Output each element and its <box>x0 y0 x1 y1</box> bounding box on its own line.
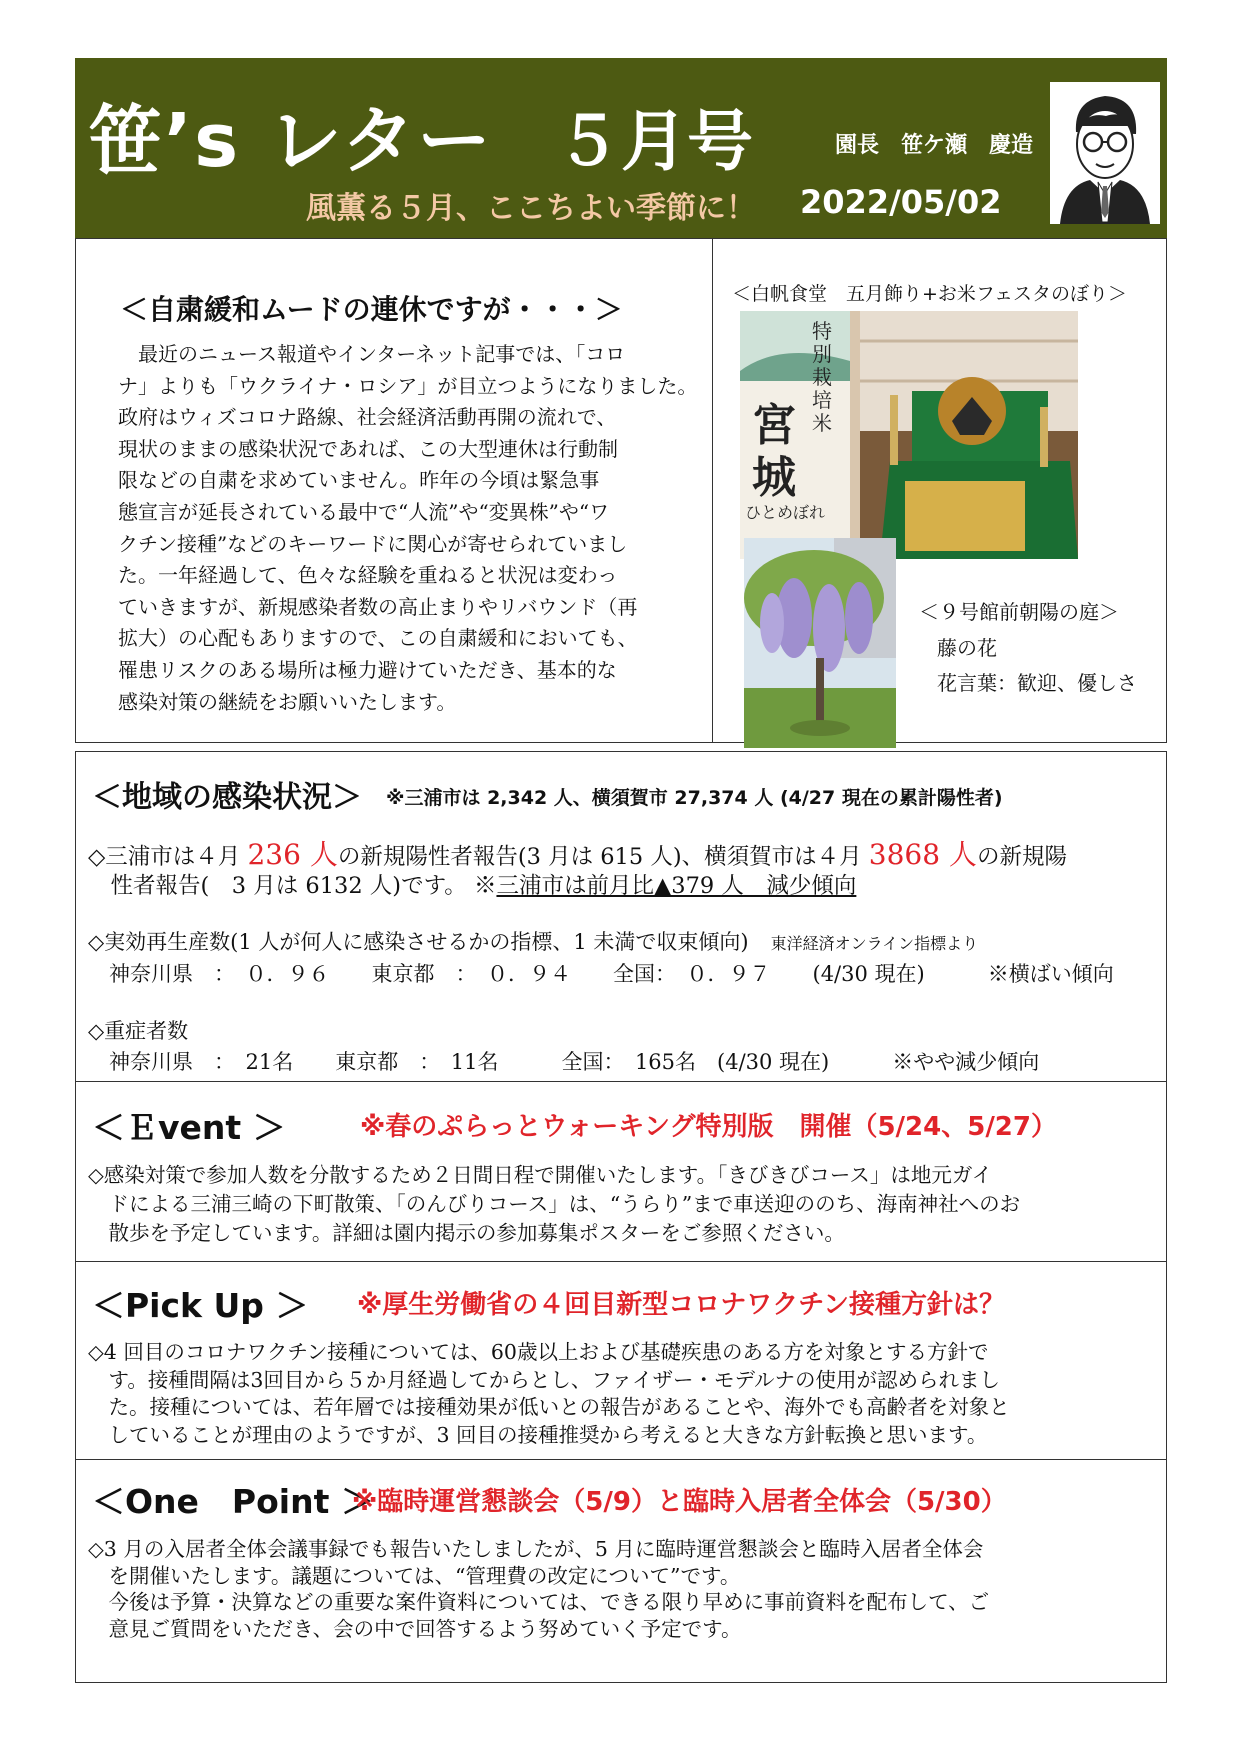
miura-text-b: の新規陽性者報告(3 月は 615 人)、横須賀市は４月 <box>337 844 869 870</box>
severe-values: 神奈川県 ： 21名 東京都 ： 11名 全国： 165名 (4/30 現在) ※やや減少傾向 <box>88 1050 1040 1074</box>
rice-banner-big: 宮城 <box>752 400 796 503</box>
pickup-body: ◇4 回目のコロナワクチン接種については、60歳以上および基礎疾患のある方を対象とする方針で す。接種間隔は3回目から５か月経過してからとし、ファイザー・モデルナの使用が認められまし た。接種については、若年層では接種効果が低いとの報告があることや、海外でも高齢者を対象と していることが理由のようですが、3 回目の接種推奨から考えると大きな方針転換と思います。 <box>88 1340 1010 1447</box>
miura-text-a: ◇三浦市は４月 <box>88 844 248 870</box>
garden-caption: ＜９号館前朝陽の庭＞ <box>919 600 1119 624</box>
director-portrait <box>1050 82 1160 224</box>
pickup-heading: ＜Pick Up ＞ <box>92 1286 309 1325</box>
infection-heading: ＜地域の感染状況＞ <box>92 780 362 815</box>
event-heading: ＜Ｅvent ＞ <box>92 1108 286 1147</box>
rice-banner-sub: ひとめぼれ <box>745 503 826 522</box>
flower-meaning: 花言葉：歓迎、優しさ <box>937 671 1137 695</box>
photo-caption-top: ＜白帆食堂 五月飾り+お米フェスタのぼり＞ <box>732 283 1127 305</box>
director-name: 園長 笹ケ瀬 慶造 <box>835 133 1034 158</box>
event-subtitle: ※春のぷらっとウォーキング特別版 開催（5/24、5/27） <box>360 1112 1057 1142</box>
severe-label: ◇重症者数 <box>88 1019 189 1043</box>
issue-date: 2022/05/02 <box>800 183 1002 221</box>
portrait-caricature-icon <box>1050 82 1160 224</box>
intro-body: 最近のニュース報道やインターネット記事では、「コロ ナ」よりも「ウクライナ・ロシア」が目立つようになりました。 政府はウィズコロナ路線、社会経済活動再開の流れで、 現状のままの感染状況であれば、この大型連休は行動制 限などの自粛を求めていません。昨年の今頃は緊急事 態宣言が延長されている最中で“人流”や“変異株”や“ワ クチン接種”などのキーワードに関心が寄せられていまし た。一年経過して、色々な経験を重ねると状況は変わっ ていきますが、新規感染者数の高止まりやリバウンド（再 拡大）の心配もありますので、この自粛緩和においても、 罹患リスクのある場所は極力避けていただき、基本的な 感染対策の継続をお願いいたします。 <box>118 342 698 714</box>
yokosuka-new-cases: 3868 人 <box>868 838 977 871</box>
rep-values: 神奈川県 ： ０．９６ 東京都 ： ０．９４ 全国： ０．９７ (4/30 現在) ※横ばい傾向 <box>88 962 1114 986</box>
event-body: ◇感染対策で参加人数を分散するため２日間日程で開催いたします。「きびきびコース」は地元ガイ ドによる三浦三崎の下町散策、「のんびりコース」は、“うらり”まで車送迎ののち、海南神社へのお 散歩を予定しています。詳細は園内掲示の参加募集ポスターをご参照ください。 <box>88 1163 1021 1245</box>
newsletter-title: 笹’s レター <box>88 98 493 184</box>
miura-trend: 三浦市は前月比▲379 人 減少傾向 <box>496 873 857 899</box>
yokosuka-text: の新規陽 <box>976 844 1067 870</box>
onepoint-heading: ＜One Point ＞ <box>92 1482 374 1521</box>
pickup-subtitle: ※厚生労働省の４回目新型コロナワクチン接種方針は？ <box>357 1290 1005 1320</box>
infection-note: ※三浦市は 2,342 人、横須賀市 27,374 人 (4/27 現在の累計陽性者) <box>386 787 1003 809</box>
infection-text-c: 性者報告( 3 月は 6132 人)です。 ※ <box>88 873 497 899</box>
wisteria-image <box>744 538 896 748</box>
rep-source: 東洋経済オンライン指標より <box>770 934 979 953</box>
infection-line-2 <box>88 868 856 900</box>
miura-new-cases: 236 人 <box>247 838 338 871</box>
infection-line-1 <box>88 833 1067 873</box>
slogan: 風薫る５月、ここちよい季節に！ <box>306 191 756 226</box>
rice-banner-text: 特別栽培米 <box>812 319 832 435</box>
flower-name: 藤の花 <box>937 636 997 660</box>
onepoint-subtitle: ※臨時運営懇談会（5/9）と臨時入居者全体会（5/30） <box>352 1487 1007 1517</box>
rep-line <box>88 926 978 956</box>
intro-heading: ＜自粛緩和ムードの連休ですが・・・＞ <box>120 293 623 326</box>
rep-label: ◇実効再生産数(1 人が何人に感染させるかの指標、1 未満で収束傾向) <box>88 930 749 954</box>
photo-wisteria <box>744 538 896 748</box>
onepoint-body: ◇3 月の入居者全体会議事録でも報告いたしましたが、5 月に臨時運営懇談会と臨時入居者全体会 を開催いたします。議題については、“管理費の改定について”です。 今後は予算・決算などの重要な案件資料については、できる限り早めに事前資料を配布して、ご 意見ご質問をいただき、会の中で回答するよう努めていく予定です。 <box>88 1537 990 1641</box>
issue-label: ５月号 <box>555 103 753 180</box>
